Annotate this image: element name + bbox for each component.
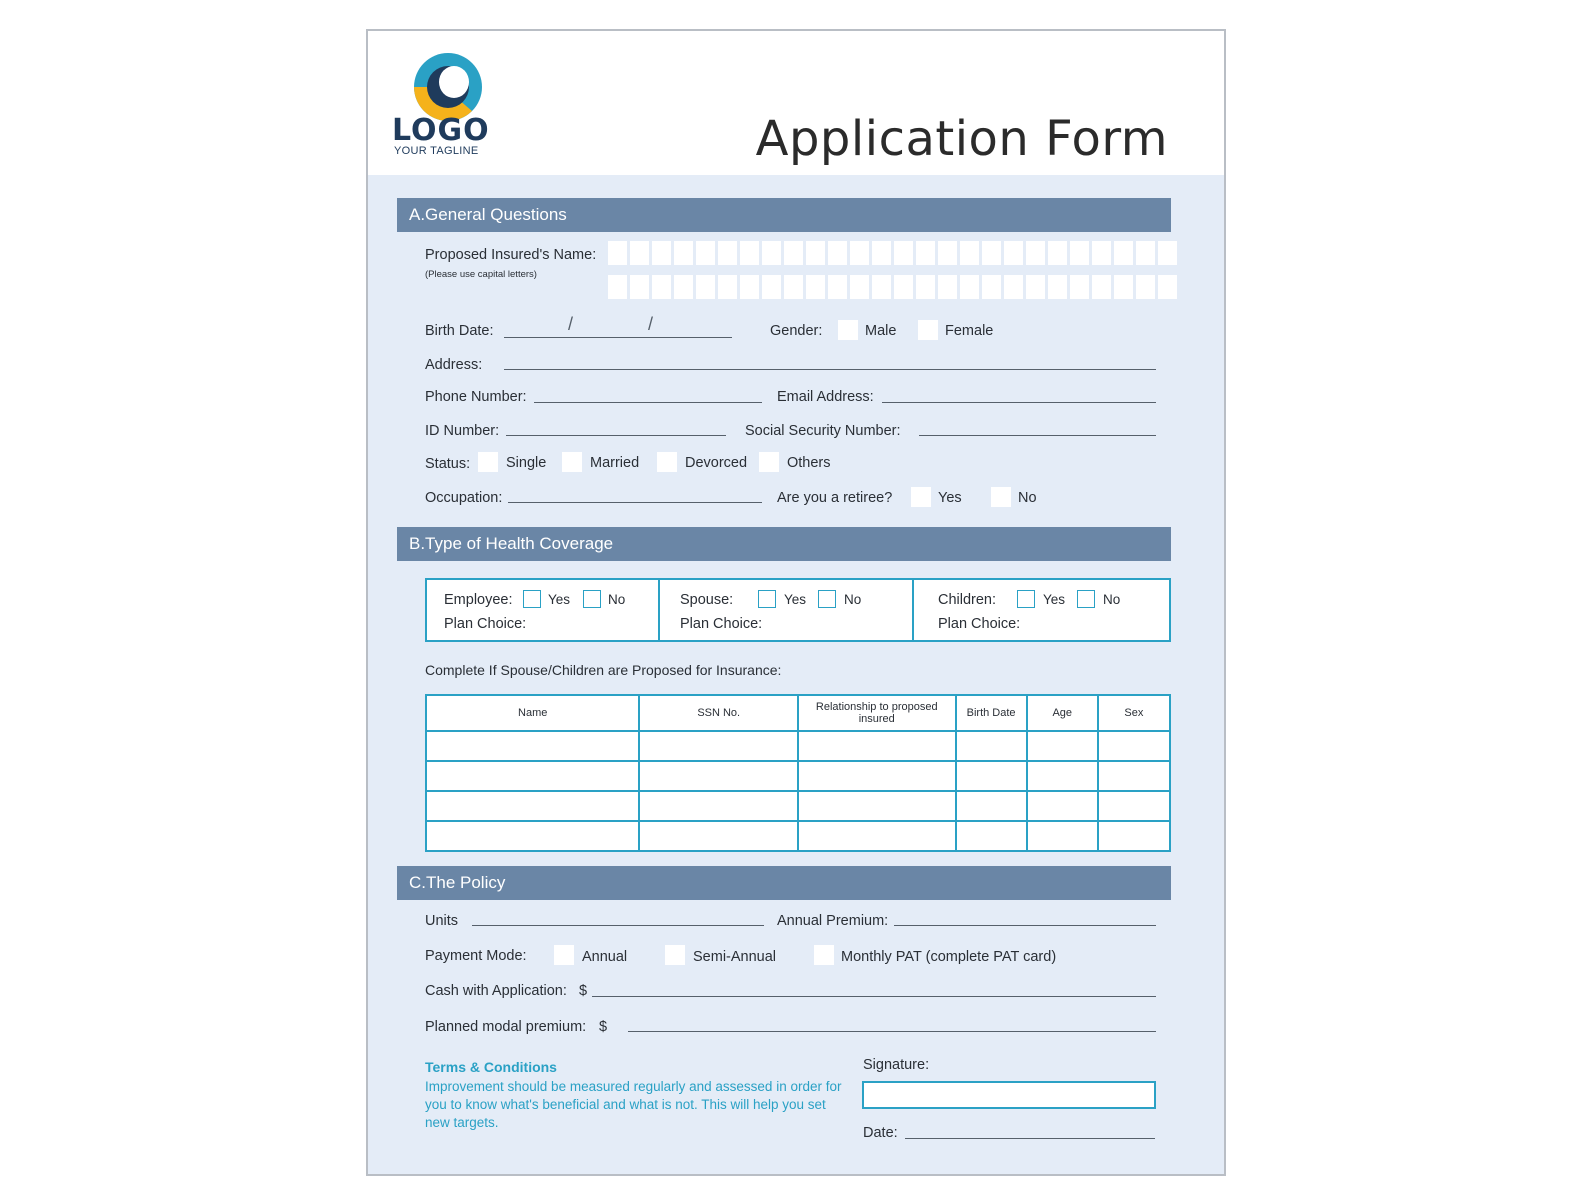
letter-box[interactable] [784, 275, 803, 299]
table-cell-input[interactable] [798, 731, 956, 761]
male-option-label: Male [865, 323, 897, 339]
retiree-label: Are you a retiree? [777, 490, 893, 506]
letter-box[interactable] [828, 241, 847, 265]
children-yes-label: Yes [1043, 592, 1066, 607]
status-others-checkbox[interactable] [759, 452, 779, 472]
letter-box[interactable] [960, 241, 979, 265]
letter-box[interactable] [960, 275, 979, 299]
status-married-checkbox[interactable] [562, 452, 582, 472]
page-title: Application Form [755, 111, 1168, 167]
letter-box[interactable] [1048, 275, 1067, 299]
units-field[interactable] [472, 925, 764, 926]
insured-name-boxes-row-1[interactable] [608, 241, 1177, 265]
letter-box[interactable] [1092, 241, 1111, 265]
table-cell-input[interactable] [956, 821, 1027, 851]
table-cell-input[interactable] [426, 791, 639, 821]
spouse-no-label: No [844, 592, 862, 607]
occupation-field[interactable] [508, 502, 762, 503]
letter-box[interactable] [806, 241, 825, 265]
table-cell-input[interactable] [639, 761, 798, 791]
table-cell-input[interactable] [956, 791, 1027, 821]
male-checkbox[interactable] [838, 320, 858, 340]
letter-box[interactable] [1136, 241, 1155, 265]
date-separator: / [648, 314, 654, 334]
phone-field[interactable] [534, 402, 762, 403]
letter-box[interactable] [872, 241, 891, 265]
spouse-yes-label: Yes [784, 592, 807, 607]
email-label: Email Address: [777, 389, 874, 405]
planned-currency-symbol: $ [599, 1019, 608, 1035]
payment-semi-annual-label: Semi-Annual [693, 949, 777, 965]
logo-text: LOGO [392, 113, 490, 148]
table-row [426, 731, 1170, 761]
table-header-row [426, 695, 1170, 731]
table-cell-input[interactable] [798, 761, 956, 791]
logo-tagline: YOUR TAGLINE [394, 145, 479, 157]
insured-name-label: Proposed Insured's Name: [425, 247, 597, 263]
planned-premium-label: Planned modal premium: [425, 1019, 587, 1035]
application-form-page [366, 29, 1226, 1176]
table-cell-input[interactable] [1027, 761, 1098, 791]
letter-box[interactable] [674, 241, 693, 265]
retiree-yes-checkbox[interactable] [911, 487, 931, 507]
table-cell-input[interactable] [1027, 821, 1098, 851]
letter-box[interactable] [894, 241, 913, 265]
letter-box[interactable] [762, 241, 781, 265]
letter-box[interactable] [784, 241, 803, 265]
col-header-relationship: Relationship to proposed insured [798, 695, 956, 731]
annual-premium-field[interactable] [894, 925, 1156, 926]
table-cell-input[interactable] [956, 731, 1027, 761]
letter-box[interactable] [982, 241, 1001, 265]
female-option-label: Female [945, 323, 994, 339]
employee-no-checkbox[interactable] [583, 590, 601, 608]
coverage-divider [658, 580, 660, 640]
employee-yes-checkbox[interactable] [523, 590, 541, 608]
signature-label: Signature: [863, 1057, 930, 1073]
section-c-header: C.The Policy [397, 866, 1171, 900]
table-cell-input[interactable] [1098, 761, 1170, 791]
status-divorced-label: Devorced [685, 455, 748, 471]
letter-box[interactable] [696, 275, 715, 299]
spouse-plan-label: Plan Choice: [680, 616, 763, 632]
letter-box[interactable] [740, 275, 759, 299]
units-label: Units [425, 913, 459, 929]
dependents-table [425, 694, 1171, 852]
cash-application-label: Cash with Application: [425, 983, 567, 999]
annual-premium-label: Annual Premium: [777, 913, 889, 929]
address-label: Address: [425, 357, 483, 373]
status-label: Status: [425, 456, 471, 472]
table-cell-input[interactable] [1027, 791, 1098, 821]
table-cell-input[interactable] [798, 791, 956, 821]
letter-box[interactable] [608, 241, 627, 265]
table-cell-input[interactable] [1027, 731, 1098, 761]
col-header-ssn: SSN No. [639, 695, 798, 731]
letter-box[interactable] [1092, 275, 1111, 299]
retiree-yes-label: Yes [938, 490, 962, 506]
letter-box[interactable] [696, 241, 715, 265]
address-field[interactable] [504, 369, 1156, 370]
table-cell-input[interactable] [1098, 791, 1170, 821]
section-b-header: B.Type of Health Coverage [397, 527, 1171, 561]
coverage-box [425, 578, 1171, 642]
birth-date-field[interactable] [504, 337, 732, 338]
letter-box[interactable] [608, 275, 627, 299]
letter-box[interactable] [872, 275, 891, 299]
spouse-yes-checkbox[interactable] [758, 590, 776, 608]
col-header-age: Age [1027, 695, 1098, 731]
table-row [426, 791, 1170, 821]
coverage-divider [912, 580, 914, 640]
ssn-label: Social Security Number: [745, 423, 901, 439]
table-cell-input[interactable] [639, 731, 798, 761]
children-no-checkbox[interactable] [1077, 590, 1095, 608]
letter-box[interactable] [938, 241, 957, 265]
insured-name-boxes-row-2[interactable] [608, 275, 1177, 299]
cash-application-field[interactable] [592, 996, 1156, 997]
insured-name-note: (Please use capital letters) [425, 269, 537, 280]
payment-monthly-label: Monthly PAT (complete PAT card) [841, 949, 1057, 965]
employee-no-label: No [608, 592, 626, 607]
letter-box[interactable] [938, 275, 957, 299]
col-header-name: Name [426, 695, 639, 731]
employee-yes-label: Yes [548, 592, 571, 607]
signature-field[interactable] [862, 1081, 1156, 1109]
payment-monthly-checkbox[interactable] [814, 945, 834, 965]
female-checkbox[interactable] [918, 320, 938, 340]
complete-note: Complete If Spouse/Children are Proposed for Insurance: [425, 662, 782, 678]
ssn-field[interactable] [919, 435, 1156, 436]
status-divorced-checkbox[interactable] [657, 452, 677, 472]
table-cell-input[interactable] [639, 821, 798, 851]
status-married-label: Married [590, 455, 640, 471]
letter-box[interactable] [718, 275, 737, 299]
letter-box[interactable] [1026, 275, 1045, 299]
table-cell-input[interactable] [426, 761, 639, 791]
table-cell-input[interactable] [1098, 731, 1170, 761]
id-number-label: ID Number: [425, 423, 500, 439]
letter-box[interactable] [1114, 275, 1133, 299]
letter-box[interactable] [1114, 241, 1133, 265]
date-field[interactable] [905, 1138, 1155, 1139]
letter-box[interactable] [762, 275, 781, 299]
employee-plan-label: Plan Choice: [444, 616, 527, 632]
letter-box[interactable] [894, 275, 913, 299]
retiree-no-checkbox[interactable] [991, 487, 1011, 507]
letter-box[interactable] [982, 275, 1001, 299]
col-header-birth-date: Birth Date [956, 695, 1027, 731]
payment-semi-annual-checkbox[interactable] [665, 945, 685, 965]
col-header-sex: Sex [1098, 695, 1170, 731]
table-row [426, 761, 1170, 791]
birth-date-label: Birth Date: [425, 323, 494, 339]
employee-label: Employee: [444, 592, 513, 608]
letter-box[interactable] [1048, 241, 1067, 265]
date-label: Date: [863, 1125, 898, 1141]
payment-annual-checkbox[interactable] [554, 945, 574, 965]
letter-box[interactable] [1158, 241, 1177, 265]
section-a-header: A.General Questions [397, 198, 1171, 232]
letter-box[interactable] [1070, 275, 1089, 299]
letter-box[interactable] [916, 241, 935, 265]
letter-box[interactable] [652, 241, 671, 265]
letter-box[interactable] [828, 275, 847, 299]
table-cell-input[interactable] [426, 731, 639, 761]
terms-text: Improvement should be measured regularly and assessed in order for you to know what's beneficial and what is not. This will help you set new targets. [425, 1079, 842, 1130]
spouse-label: Spouse: [680, 592, 734, 608]
letter-box[interactable] [1158, 275, 1177, 299]
email-field[interactable] [882, 402, 1156, 403]
letter-box[interactable] [916, 275, 935, 299]
table-cell-input[interactable] [956, 761, 1027, 791]
letter-box[interactable] [652, 275, 671, 299]
form-header [368, 31, 1224, 175]
cash-currency-symbol: $ [579, 983, 588, 999]
spouse-no-checkbox[interactable] [818, 590, 836, 608]
letter-box[interactable] [1004, 275, 1023, 299]
letter-box[interactable] [850, 241, 869, 265]
letter-box[interactable] [630, 275, 649, 299]
table-cell-input[interactable] [798, 821, 956, 851]
children-no-label: No [1103, 592, 1121, 607]
letter-box[interactable] [630, 241, 649, 265]
planned-premium-field[interactable] [628, 1031, 1156, 1032]
letter-box[interactable] [674, 275, 693, 299]
table-cell-input[interactable] [639, 791, 798, 821]
terms-title: Terms & Conditions [425, 1059, 557, 1075]
retiree-no-label: No [1018, 490, 1037, 506]
table-cell-input[interactable] [426, 821, 639, 851]
children-plan-label: Plan Choice: [938, 616, 1021, 632]
status-others-label: Others [787, 455, 831, 471]
status-single-checkbox[interactable] [478, 452, 498, 472]
occupation-label: Occupation: [425, 490, 503, 506]
children-label: Children: [938, 592, 997, 608]
letter-box[interactable] [806, 275, 825, 299]
phone-label: Phone Number: [425, 389, 527, 405]
letter-box[interactable] [740, 241, 759, 265]
letter-box[interactable] [1136, 275, 1155, 299]
letter-box[interactable] [1070, 241, 1089, 265]
status-single-label: Single [506, 455, 547, 471]
id-number-field[interactable] [506, 435, 726, 436]
children-yes-checkbox[interactable] [1017, 590, 1035, 608]
letter-box[interactable] [718, 241, 737, 265]
letter-box[interactable] [850, 275, 869, 299]
date-separator: / [568, 314, 574, 334]
table-cell-input[interactable] [1098, 821, 1170, 851]
letter-box[interactable] [1004, 241, 1023, 265]
letter-box[interactable] [1026, 241, 1045, 265]
payment-mode-label: Payment Mode: [425, 948, 527, 964]
table-row [426, 821, 1170, 851]
gender-label: Gender: [770, 323, 823, 339]
payment-annual-label: Annual [582, 949, 628, 965]
